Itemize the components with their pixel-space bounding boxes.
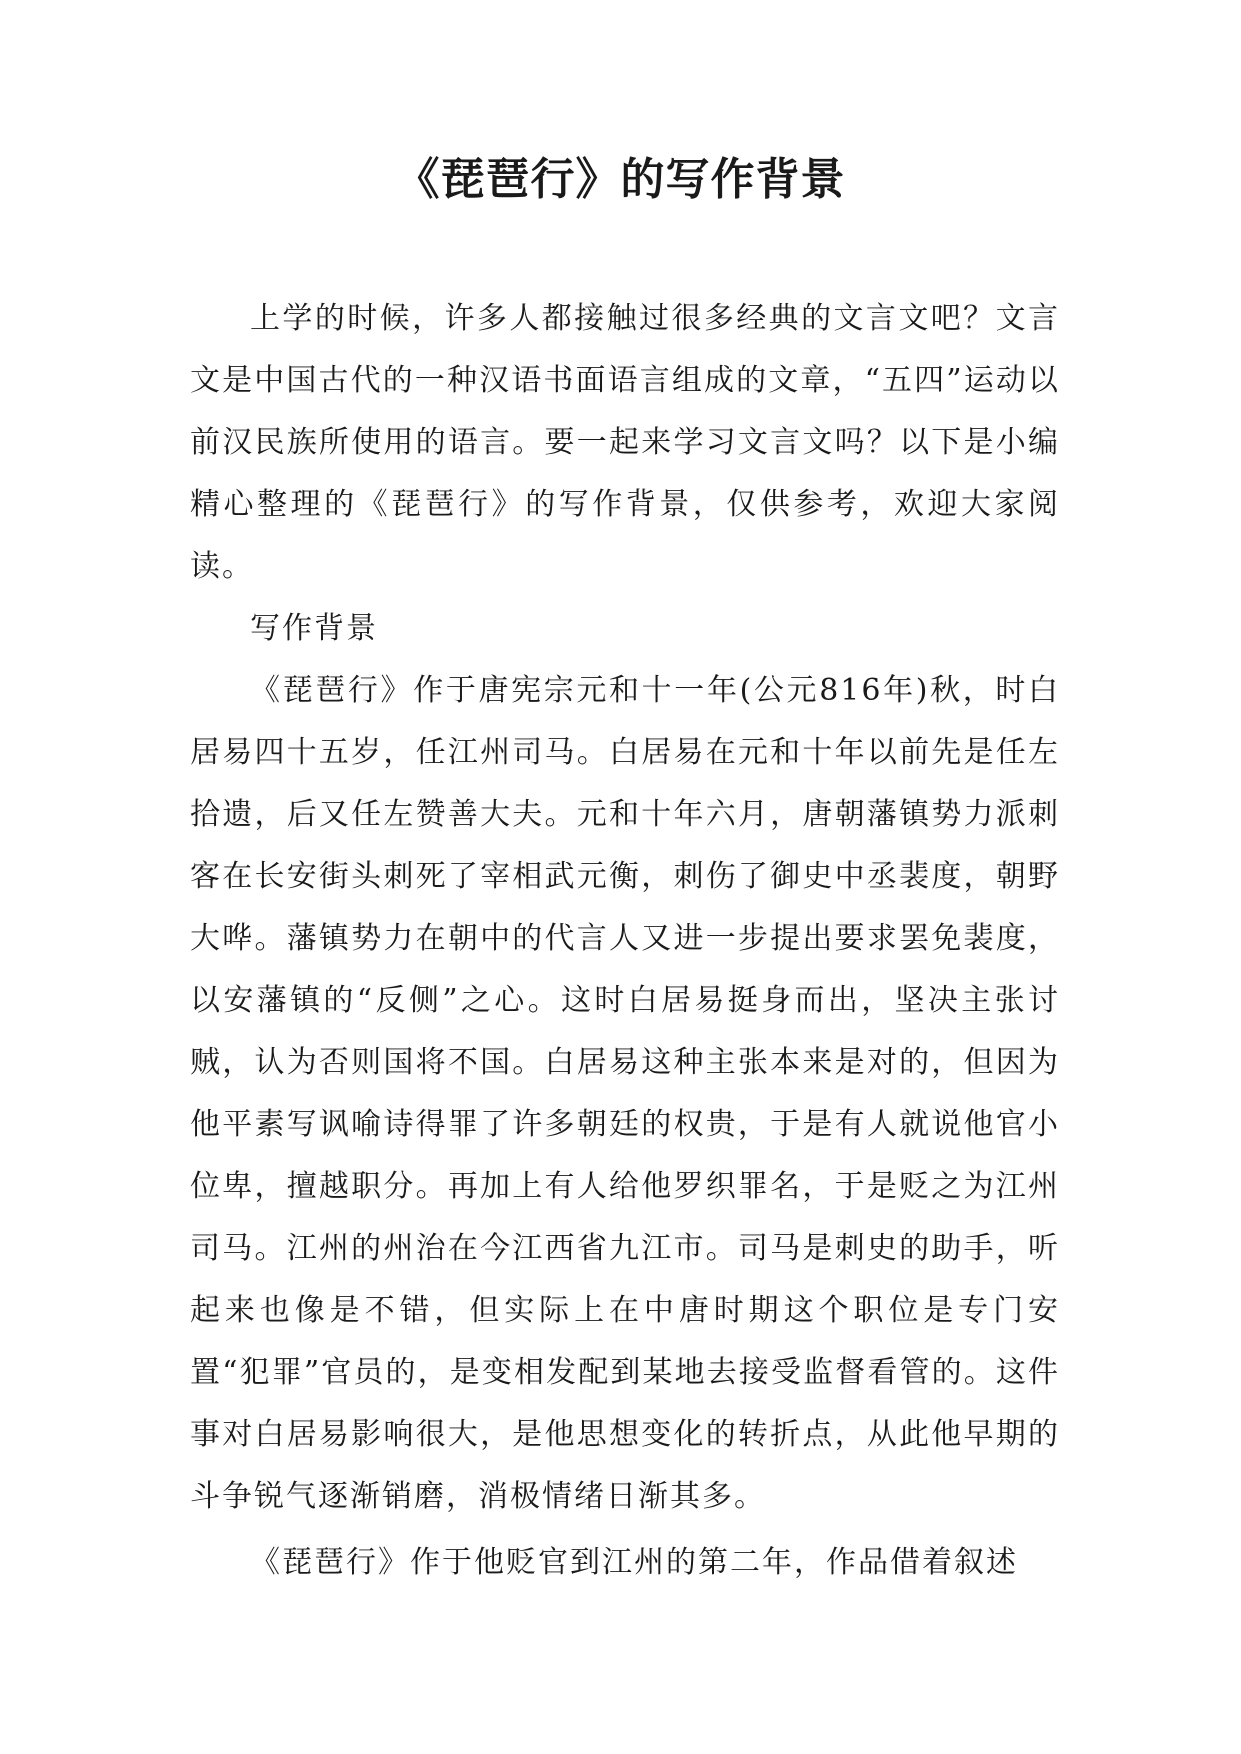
section-heading-background: 写作背景 (250, 611, 378, 646)
background-paragraph: 《琵琶行》作于唐宪宗元和十一年(公元816年)秋，时白居易四十五岁，任江州司马。白居易在元和十年以前先是任左拾遗，后又任左赞善大夫。元和十年六月，唐朝藩镇势力派刺客在长安街头刺死了宰相武元衡，刺伤了御史中丞裴度，朝野大哗。藩镇势力在朝中的代言人又进一步提出要求罢免裴度，以安藩镇的“反侧”之心。这时白居易挺身而出，坚决主张讨贼，认为否则国将不国。白居易这种主张本来是对的，但因为他平素写讽喻诗得罪了许多朝廷的权贵，于是有人就说他官小位卑，擅越职分。再加上有人给他罗织罪名，于是贬之为江州司马。江州的州治在今江西省九江市。司马是刺史的助手，听起来也像是不错，但实际上在中唐时期这个职位是专门安置“犯罪”官员的，是变相发配到某地去接受监督看管的。这件事对白居易影响很大，是他思想变化的转折点，从此他早期的斗争锐气逐渐销磨，消极情绪日渐其多。 (190, 673, 1060, 1514)
document-title: 《琵琶行》的写作背景 (395, 154, 846, 205)
intro-paragraph: 上学的时候，许多人都接触过很多经典的文言文吧？文言文是中国古代的一种汉语书面语言组成的文章，“五四”运动以前汉民族所使用的语言。要一起来学习文言文吗？以下是小编精心整理的《琵琶行》的写作背景，仅供参考，欢迎大家阅读。 (190, 301, 1060, 584)
document-body (190, 288, 1060, 1594)
continuation-paragraph: 《琵琶行》作于他贬官到江州的第二年，作品借着叙述 (250, 1545, 1018, 1580)
